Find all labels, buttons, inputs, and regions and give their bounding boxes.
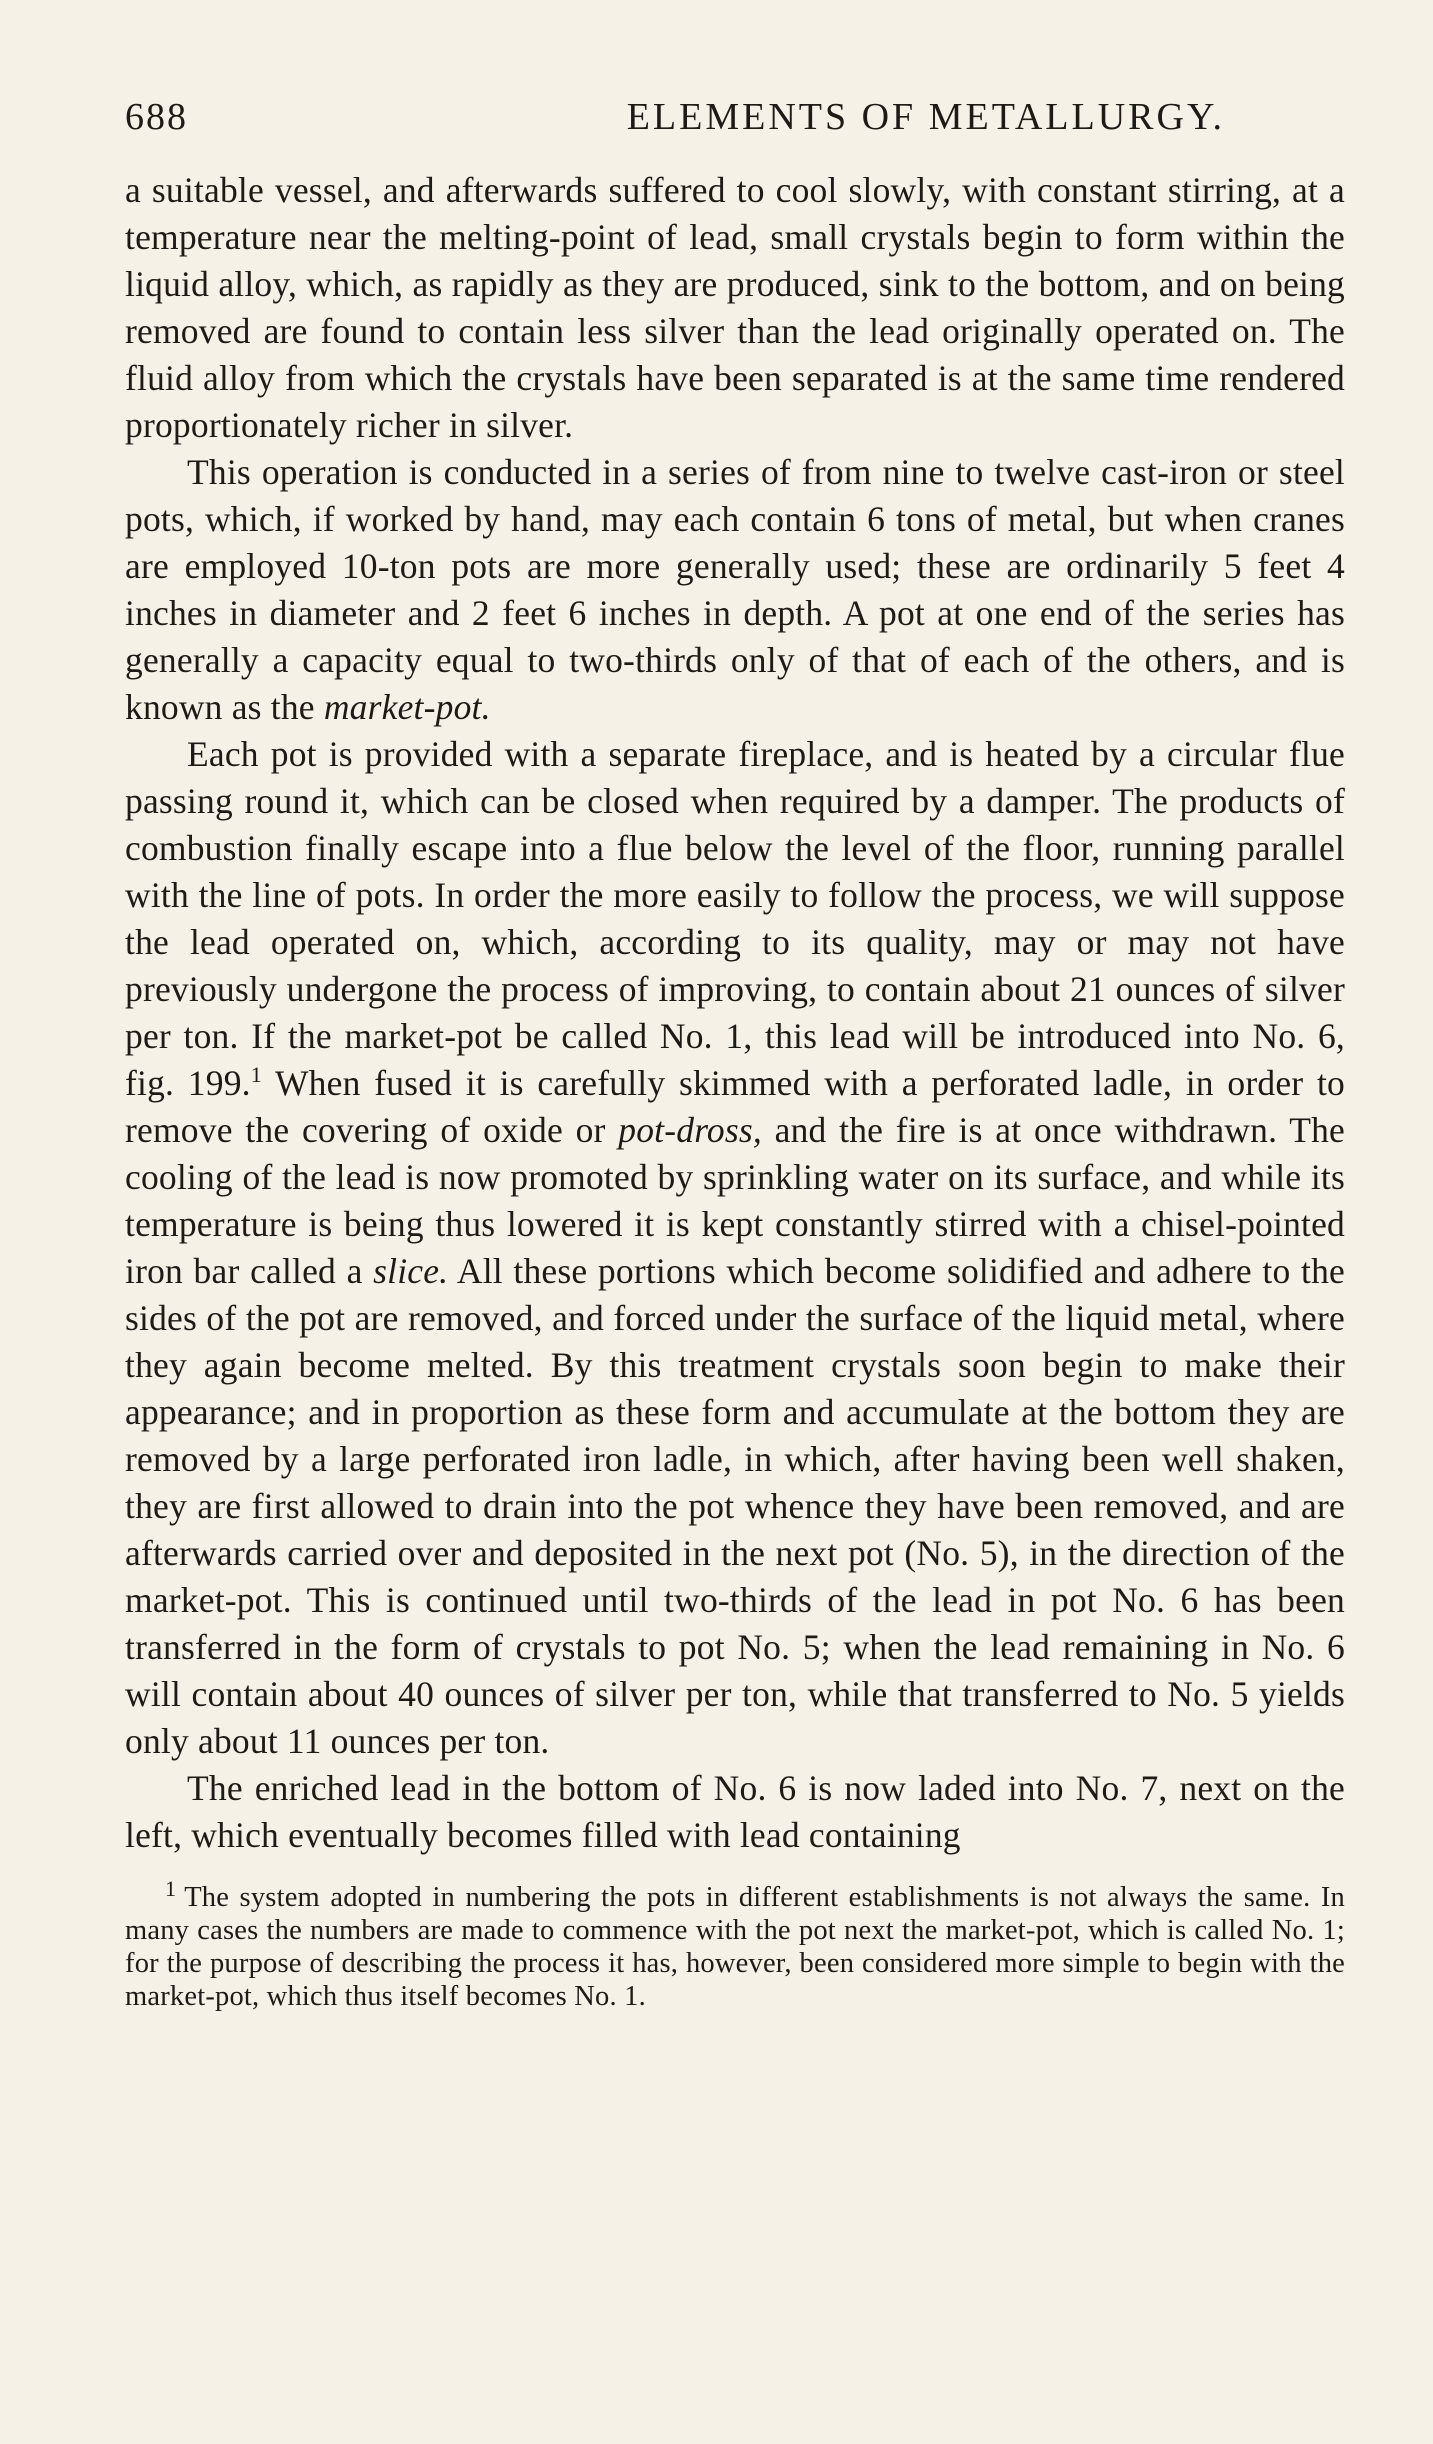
page-number: 688 <box>125 96 188 138</box>
paragraph-text: When fused it is carefully skimmed with a perforated ladle, in order to remove the covering of oxide or <box>125 1063 1345 1150</box>
paragraph-pots-series <box>125 449 1345 731</box>
italic-term-pot-dross: pot-dross, <box>618 1110 762 1150</box>
page-header <box>125 95 1345 139</box>
paragraph-text: Each pot is provided with a separate fireplace, and is heated by a circular flue passing round it, which can be closed when required by a damper. The products of combustion finally escape into a flue below the level of the floor, running parallel with the line of pots. In order the more easily to follow the process, we will suppose the lead operated on, which, according to its quality, may or may not have previously undergone the process of improving, to contain about 21 ounces of silver per ton. If the market-pot be called No. 1, this lead will be introduced into No. 6, fig. 199. <box>125 734 1345 1103</box>
paragraph-process <box>125 731 1345 1765</box>
running-title: ELEMENTS OF METALLURGY. <box>626 96 1225 138</box>
body-text <box>125 167 1345 1859</box>
footnote: $^1$ The system adopted in numbering the pots in different establishments is not always the same. In many cases the numbers are made to commence with the pot next the market-pot, which is called No. 1; for the purpose of describing the process it has, however, been considered more simple to begin with the market-pot, which thus itself becomes No. 1. <box>125 1875 1345 2012</box>
footnote-text: The system adopted in numbering the pots in different establishments is not always the same. In many cases the numbers are made to commence with the pot next the market-pot, which is called No. 1; for the purpose of describing the process it has, however, been considered more simple to begin with the market-pot, which thus itself becomes No. 1. <box>125 1882 1345 2012</box>
paragraph-continuation: a suitable vessel, and afterwards suffered to cool slowly, with constant stirring, at a temperature near the melting-point of lead, small crystals begin to form within the liquid alloy, which, as rapidly as they are produced, sink to the bottom, and on being removed are found to contain less silver than the lead originally operated on. The fluid alloy from which the crystals have been separated is at the same time rendered proportionately richer in silver. <box>125 170 1345 445</box>
paragraph-enriched-lead: The enriched lead in the bottom of No. 6 is now laded into No. 7, next on the left, which eventually becomes filled with lead containing <box>125 1768 1345 1855</box>
paragraph-text: and the fire is at once withdrawn. The cooling of the lead is now promoted by sprinkling water on its surface, and while its temperature is being thus lowered it is kept constantly stirred with a chisel-pointed iron bar called a <box>125 1110 1345 1291</box>
italic-term-market-pot: market-pot. <box>323 687 491 727</box>
book-page <box>125 95 1345 2013</box>
italic-term-slice: slice. <box>373 1251 449 1291</box>
footnote-reference: 1 <box>250 1062 262 1088</box>
paragraph-text: This operation is conducted in a series of from nine to twelve cast-iron or steel pots, which, if worked by hand, may each contain 6 tons of metal, but when cranes are employed 10-ton pots are more generally used; these are ordinarily 5 feet 4 inches in diameter and 2 feet 6 inches in depth. A pot at one end of the series has generally a capacity equal to two-thirds only of that of each of the others, and is known as the <box>125 452 1345 727</box>
paragraph-text: All these portions which become solidified and adhere to the sides of the pot are removed, and forced under the surface of the liquid metal, where they again become melted. By this treatment crystals soon begin to make their appearance; and in proportion as these form and accumulate at the bottom they are removed by a large perforated iron ladle, in which, after having been well shaken, they are first allowed to drain into the pot whence they have been removed, and are afterwards carried over and deposited in the next pot (No. 5), in the direction of the market-pot. This is continued until two-thirds of the lead in pot No. 6 has been transferred in the form of crystals to pot No. 5; when the lead remaining in No. 6 will contain about 40 ounces of silver per ton, while that transferred to No. 5 yields only about 11 ounces per ton. <box>125 1251 1345 1761</box>
